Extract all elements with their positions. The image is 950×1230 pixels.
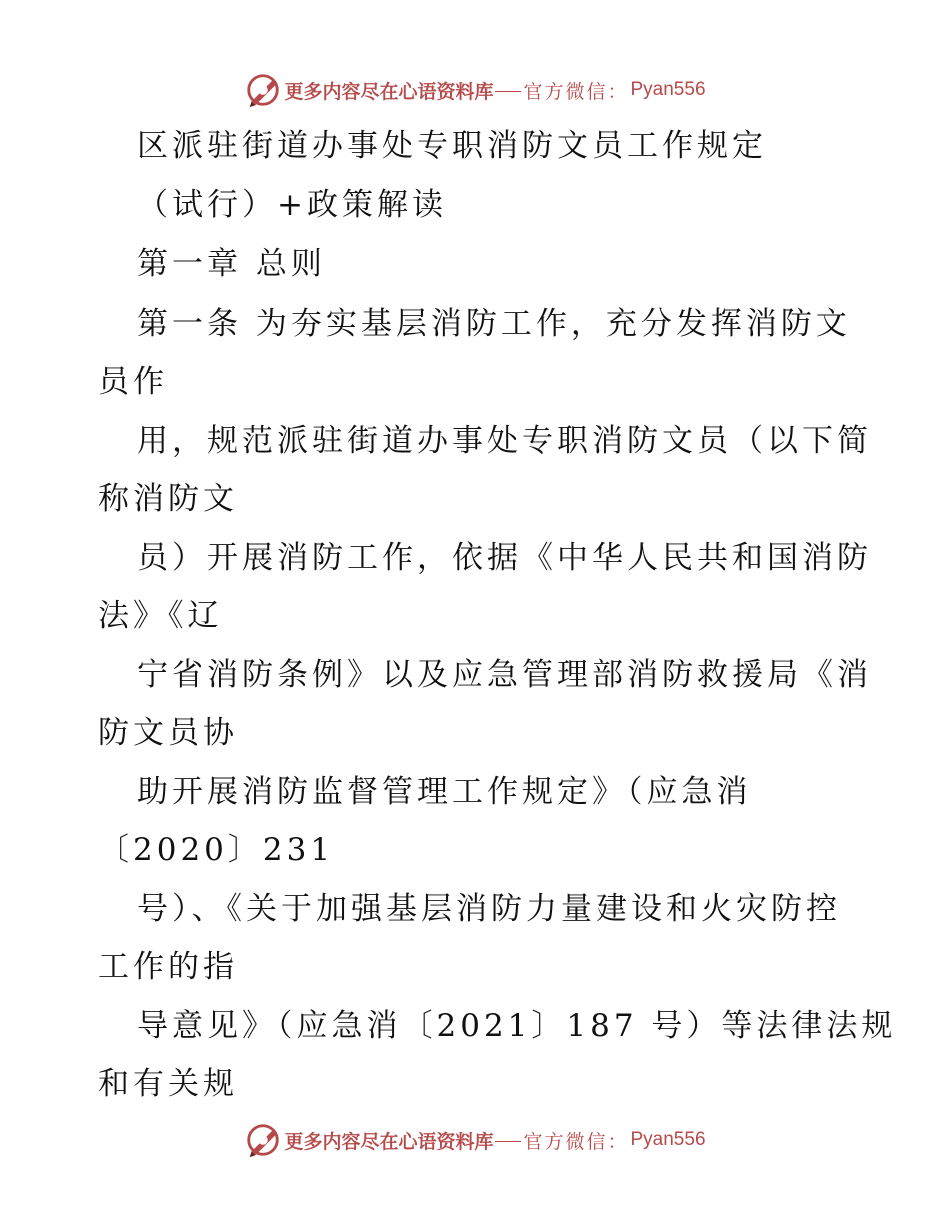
footer-wechat-id: Pyan556	[630, 1129, 706, 1150]
paragraph-line: 导意见》（应急消〔2021〕187 号）等法律法规	[137, 1008, 897, 1044]
paragraph-line: 防文员协	[98, 715, 238, 751]
paragraph-line: 第一条 为夯实基层消防工作，充分发挥消防文	[137, 306, 851, 342]
paragraph-line: 号）、《关于加强基层消防力量建设和火灾防控	[137, 891, 841, 927]
header-watermark-banner	[0, 68, 950, 112]
document-title-line-1: 区派驻街道办事处专职消防文员工作规定	[137, 128, 767, 164]
document-title-line-2: （试行）+政策解读	[137, 187, 447, 223]
paragraph-line: 助开展消防监督管理工作规定》（应急消	[137, 774, 752, 810]
pen-logo-icon	[244, 71, 282, 109]
header-wechat-id: Pyan556	[630, 79, 706, 100]
footer-official-label: 官方微信：	[523, 1130, 629, 1153]
paragraph-line: 法》《辽	[98, 598, 223, 634]
header-official-label: 官方微信：	[523, 80, 629, 103]
pen-logo-icon	[244, 1121, 282, 1159]
paragraph-line: 员作	[98, 364, 168, 400]
paragraph-line: 工作的指	[98, 949, 238, 985]
footer-watermark-banner	[0, 1118, 950, 1162]
paragraph-line: 宁省消防条例》以及应急管理部消防救援局《消	[137, 657, 872, 693]
paragraph-line: 和有关规	[98, 1066, 238, 1102]
paragraph-line: 〔2020〕231	[98, 832, 335, 868]
paragraph-line: 称消防文	[98, 481, 238, 517]
chapter-heading: 第一章 总则	[137, 246, 326, 282]
paragraph-line: 员）开展消防工作，依据《中华人民共和国消防	[137, 540, 872, 576]
footer-dash-divider	[495, 1141, 521, 1142]
header-dash-divider	[495, 91, 521, 92]
footer-site-text: 更多内容尽在心语资料库	[284, 1130, 494, 1153]
paragraph-line: 用，规范派驻街道办事处专职消防文员（以下简	[137, 423, 872, 459]
header-site-text: 更多内容尽在心语资料库	[284, 80, 494, 103]
